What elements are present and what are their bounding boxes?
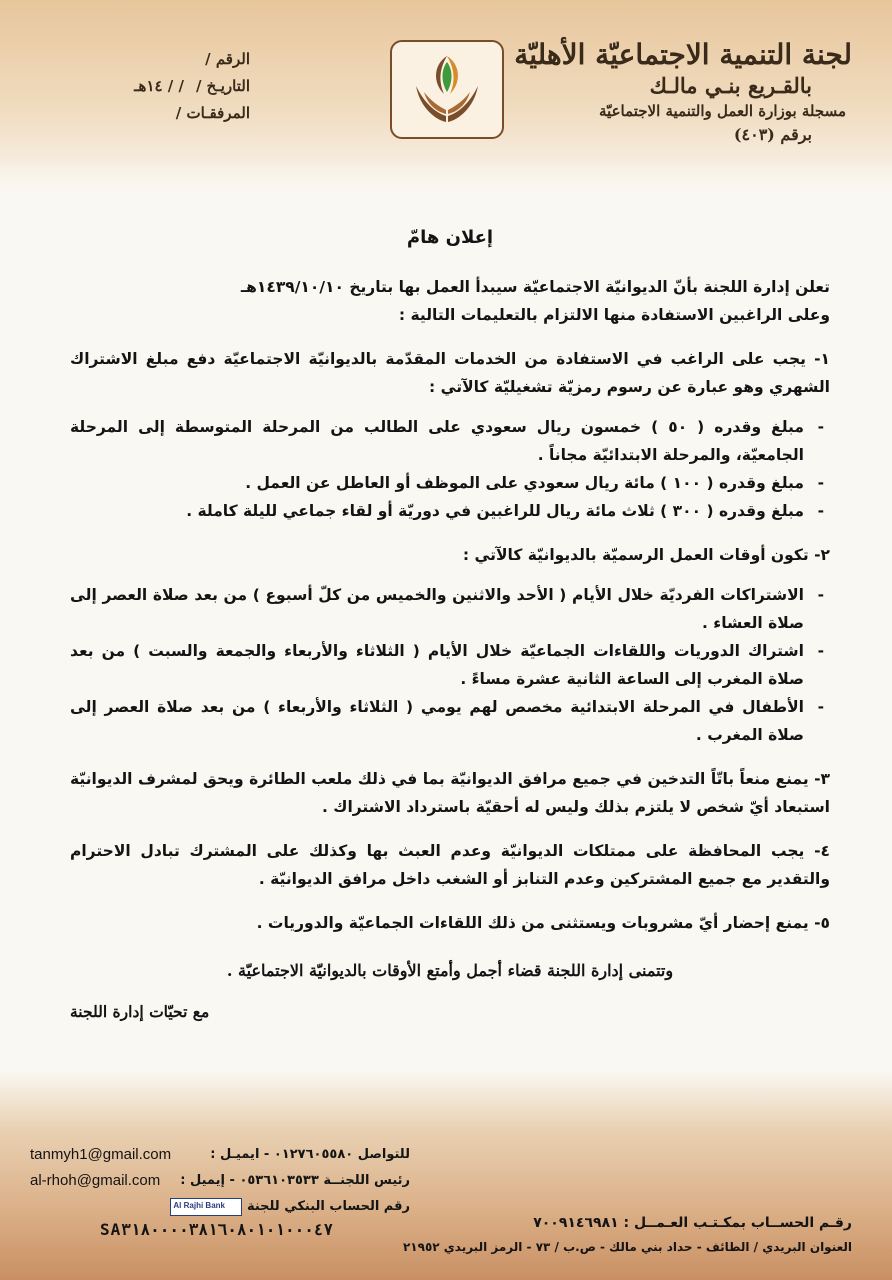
contact-row <box>30 1142 410 1168</box>
intro-line-1: تعلن إدارة اللجنة بأنّ الديوانيّة الاجتماعيّة سيبدأ العمل بها بتاريخ ١٤٣٩/١٠/١٠هـ <box>240 278 830 296</box>
bullet-dash-icon: - <box>817 418 824 436</box>
announcement-body <box>70 225 830 1021</box>
signoff: مع تحيّات إدارة اللجنة <box>70 1002 210 1021</box>
list-item: - اشتراك الدوريات واللقاءات الجماعيّة خلال الأيام ( الثلاثاء والأربعاء والجمعة والسبت ) من بعد صلاة المغرب إلى الساعة الثانية عشرة مساءً . <box>70 637 830 693</box>
hands-leaf-logo-icon <box>392 42 502 137</box>
bank-row <box>30 1194 410 1220</box>
instruction-item-2: ٢- تكون أوقات العمل الرسميّة بالديوانيّة كالآتي : <box>462 546 830 564</box>
organization-logo <box>390 40 504 139</box>
reference-date-row <box>40 73 250 100</box>
organization-header <box>512 38 852 148</box>
reference-meta <box>40 46 250 127</box>
reference-number-label: الرقم / <box>205 50 250 68</box>
list-item: - مبلغ وقدره ( ٣٠٠ ) ثلاث مائة ريال للراغبين في دوريّة أو لقاء جماعي لليلة كاملة . <box>70 497 830 525</box>
instruction-item-4: ٤- يجب المحافظة على ممتلكات الديوانيّة وعدم العبث بها وكذلك على المشترك تبادل الاحترام والتقدير مع جميع المشتركين وعدم التنابز أو الشغب داخل مرافق الديوانيّة . <box>70 842 830 888</box>
instruction-item-3: ٣- يمنع منعاً باتّاً التدخين في جميع مرافق الديوانيّة بما في ذلك ملعب الطائرة ويحق لمشرف الديوانيّة استبعاد أيّ شخص لا يلتزم بذلك وليس له أحقيّة باسترداد الاشتراك . <box>70 770 830 816</box>
list-item: - مبلغ وقدره ( ١٠٠ ) مائة ريال سعودي على الموظف أو العاطل عن العمل . <box>70 469 830 497</box>
bank-logo-icon: Al Rajhi Bank <box>170 1198 242 1216</box>
organization-location: بالقـريع بنـي مالـك <box>649 73 812 98</box>
organization-number: برقم (٤٠٣) <box>733 125 812 144</box>
chairman-row <box>30 1168 410 1194</box>
postal-address: العنوان البريدي / الطائف - حداد بني مالك - ص.ب / ٧٣ - الرمز البريدي ٢١٩٥٢ <box>402 1240 852 1254</box>
bullet-dash-icon: - <box>817 474 824 492</box>
list-item: - مبلغ وقدره ( ٥٠ ) خمسون ريال سعودي على الطالب من المرحلة المتوسطة إلى المرحلة الجامعيّة، والمرحلة الابتدائيّة مجاناً . <box>70 413 830 469</box>
footer-contact <box>30 1142 410 1239</box>
bullet-dash-icon: - <box>817 502 824 520</box>
hours-list <box>70 581 830 749</box>
intro-line-2: وعلى الراغبين الاستفادة منها الالتزام بالتعليمات التالية : <box>398 306 830 324</box>
contact-email[interactable]: tanmyh1@gmail.com <box>30 1146 172 1163</box>
reference-attachments-label: المرفقـات / <box>175 104 250 122</box>
organization-registration: مسجلة بوزارة العمل والتنمية الاجتماعيّة <box>599 102 846 120</box>
bullet-dash-icon: - <box>817 586 824 604</box>
closing-line: وتتمنى إدارة اللجنة قضاء أجمل وأمتع الأوقات بالديوانيّة الاجتماعيّة . <box>226 961 674 980</box>
instruction-item-5: ٥- يمنع إحضار أيّ مشروبات ويستثنى من ذلك اللقاءات الجماعيّة والدوريات . <box>256 914 830 932</box>
list-item: - الاشتراكات الفرديّة خلال الأيام ( الأحد والاثنين والخميس من كلّ أسبوع ) من بعد صلاة العصر إلى صلاة العشاء . <box>70 581 830 637</box>
reference-date-blanks: / / ١٤هـ <box>134 77 184 95</box>
footer-address <box>402 1210 852 1258</box>
fees-list <box>70 413 830 525</box>
chairman-phone-label: رئيس اللجنــة ٠٥٣٦١٠٣٥٣٣ - إيميل : <box>180 1173 410 1188</box>
bank-account-row <box>164 1194 410 1220</box>
contact-phone-label: للتواصل ٠١٢٧٦٠٥٥٨٠ - ايميـل : <box>210 1147 410 1162</box>
chairman-email[interactable]: al-rhoh@gmail.com <box>30 1172 161 1189</box>
instruction-item-1: ١- يجب على الراغب في الاستفادة من الخدمات المقدّمة بالديوانيّة الاجتماعيّة دفع مبلغ الاشتراك الشهري وهو عبارة عن رسوم رمزيّة تشغيليّة كالآتي : <box>70 350 830 396</box>
bank-account-label: رقم الحساب البنكي للجنة <box>246 1199 410 1214</box>
reference-date-label: التاريـخ / <box>195 77 250 95</box>
bullet-dash-icon: - <box>817 642 824 660</box>
office-account-number: رقـم الحســاب بمكـتـب العـمــل : ٧٠٠٩١٤٦٩٨١ <box>533 1215 852 1231</box>
organization-name: لجنة التنمية الاجتماعيّة الأهليّة <box>514 38 852 71</box>
bullet-dash-icon: - <box>817 698 824 716</box>
list-item: - الأطفال في المرحلة الابتدائية مخصص لهم يومي ( الثلاثاء والأربعاء ) من بعد صلاة العصر إلى صلاة المغرب . <box>70 693 830 749</box>
announcement-title: إعلان هامّ <box>406 227 494 248</box>
bank-iban: SA٣١٨٠٠٠٠٣٨١٦٠٨٠١٠١٠٠٠٤٧ <box>100 1220 334 1239</box>
